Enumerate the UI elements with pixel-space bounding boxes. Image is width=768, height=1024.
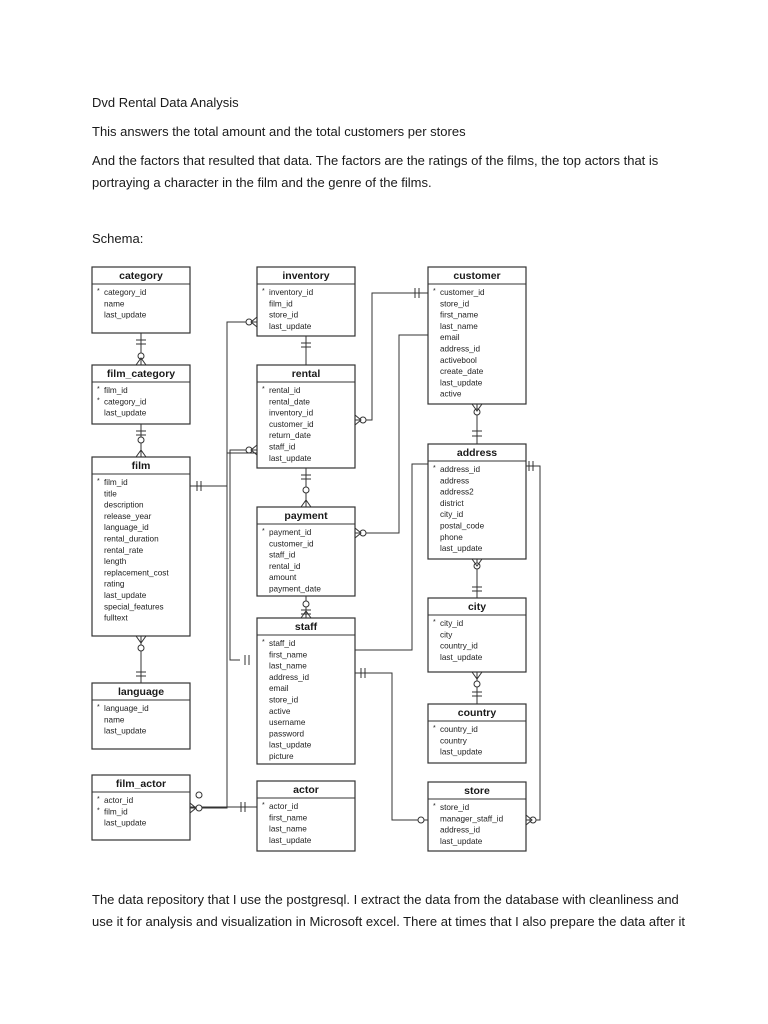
table-field: country [440,736,467,746]
table-actor [257,781,355,851]
table-film-category [92,365,190,424]
table-field: rental_id [269,386,301,395]
table-title: inventory [282,270,330,282]
table-field: city [440,630,453,640]
table-field: film_id [269,299,293,309]
cardinality-circle [530,817,536,823]
table-title: payment [284,510,328,522]
relationship-line [526,466,540,820]
table-field: city_id [440,510,464,520]
intro-paragraph-1: This answers the total amount and the total customers per stores [92,124,466,139]
table-film-actor [92,775,190,840]
cardinality-circle [196,805,202,811]
table-field: address_id [440,465,481,474]
table-address [428,444,526,559]
table-field: email [440,333,460,343]
cardinality-circle [418,817,424,823]
table-field: film_id [104,807,128,817]
table-title: rental [291,368,321,380]
table-field: customer_id [440,288,485,297]
table-field: store_id [440,299,470,309]
table-title: film_actor [115,778,167,790]
intro-paragraph-2: And the factors that resulted that data. The factors are the ratings of the films, the top actors that is portraying a character in the film and the genre of the films. [92,153,659,190]
primary-key-marker: * [97,397,100,405]
table-rental [257,365,355,468]
primary-key-marker: * [262,386,265,393]
cardinality-circle [474,681,480,687]
table-field: title [104,489,117,499]
table-field: last_update [269,835,312,845]
table-field: amount [269,573,297,583]
table-title: country [457,707,497,719]
primary-key-marker: * [433,725,436,732]
cardinality-circle [138,437,144,443]
table-field: actor_id [269,802,299,811]
table-title: film [131,460,151,472]
table-field: store_id [269,695,299,705]
table-field: username [269,718,306,728]
table-field: inventory_id [269,288,314,297]
table-customer [428,267,526,404]
primary-key-marker: * [262,288,265,295]
table-field: city_id [440,619,464,628]
primary-key-marker: * [262,802,265,809]
table-film [92,457,190,636]
table-field: last_update [440,652,483,662]
table-field: rating [104,579,125,589]
table-title: address [456,447,498,459]
table-field: staff_id [269,550,296,560]
table-title: customer [453,270,501,282]
table-inventory [257,267,355,336]
table-field: category_id [104,288,147,297]
table-field: release_year [104,511,152,521]
relationship-line [355,293,428,420]
table-field: last_update [440,836,483,846]
primary-key-marker: * [433,465,436,472]
table-field: last_update [440,378,483,388]
table-field: special_features [104,602,164,612]
table-field: address_id [440,825,481,835]
table-field: inventory_id [269,408,314,418]
table-field: last_name [440,321,478,331]
table-store [428,782,526,851]
table-field: picture [269,752,294,761]
table-field: country_id [440,641,478,651]
table-field: first_name [269,650,308,660]
table-field: district [440,498,464,508]
table-field: last_update [269,453,312,463]
outro-paragraph: The data repository that I use the postgresql. I extract the data from the database with cleanliness and use it for analysis and visualization in Microsoft excel. There at times that I also prepare the data after it [92,892,685,929]
cardinality-circle [303,601,309,607]
table-field: email [269,684,289,694]
table-field: language_id [104,523,149,533]
table-field: film_id [104,478,128,487]
table-field: film_id [104,386,128,395]
table-field: length [104,557,127,567]
table-field: rental_date [269,397,310,407]
table-field: payment_id [269,528,312,537]
document-title: Dvd Rental Data Analysis [92,95,239,110]
primary-key-marker: * [433,619,436,626]
relationship-line [190,453,257,808]
table-field: last_update [104,408,147,418]
table-field: create_date [440,367,484,377]
table-field: last_update [440,747,483,757]
primary-key-marker: * [97,386,100,393]
primary-key-marker: * [262,639,265,646]
primary-key-marker: * [97,288,100,295]
table-field: staff_id [269,442,296,452]
table-field: return_date [269,431,311,441]
primary-key-marker: * [97,478,100,485]
primary-key-marker: * [97,796,100,803]
table-payment [257,507,355,596]
table-field: address_id [269,672,310,682]
primary-key-marker: * [97,704,100,711]
table-field: last_update [104,818,147,828]
entity-tables [92,267,526,851]
table-field: activebool [440,355,477,365]
table-title: language [117,686,165,698]
table-title: city [467,601,487,613]
table-field: language_id [104,704,149,713]
table-field: last_name [269,824,307,834]
table-field: store_id [269,310,299,320]
table-field: rental_rate [104,545,144,555]
table-field: store_id [440,803,470,812]
table-field: name [104,299,125,309]
cardinality-circle [196,792,202,798]
table-field: country_id [440,725,478,734]
table-field: first_name [269,813,308,823]
cardinality-circle [303,487,309,493]
cardinality-circle [138,645,144,651]
table-field: last_update [104,310,147,320]
table-field: active [269,706,291,716]
table-field: last_name [269,661,307,671]
table-field: staff_id [269,639,296,648]
primary-key-marker: * [97,807,100,815]
table-field: active [440,389,462,399]
table-field: last_update [440,544,483,554]
table-field: category_id [104,397,147,407]
table-field: first_name [440,310,479,320]
table-field: customer_id [269,539,314,549]
table-field: last_update [104,726,147,736]
relationship-line [190,322,257,486]
table-field: phone [440,532,463,542]
table-title: actor [293,784,319,796]
table-field: address_id [440,344,481,354]
table-field: actor_id [104,796,134,805]
table-field: customer_id [269,419,314,429]
table-field: address [440,476,470,486]
relationship-line [355,673,428,820]
table-field: last_update [104,591,147,600]
table-title: staff [294,621,318,633]
relationship-line [355,464,428,650]
cardinality-circle [474,409,480,415]
schema-label: Schema: [92,231,144,246]
table-field: payment_date [269,584,321,594]
table-country [428,704,526,763]
table-field: last_update [269,740,312,750]
primary-key-marker: * [433,288,436,295]
table-staff [257,618,355,764]
table-title: category [119,270,163,282]
relationship-line [355,335,428,533]
table-category [92,267,190,333]
table-field: description [104,500,144,510]
relationship-line [230,450,257,660]
table-city [428,598,526,672]
table-title: film_category [106,368,176,380]
primary-key-marker: * [262,528,265,535]
table-language [92,683,190,749]
table-field: manager_staff_id [440,814,504,824]
table-field: password [269,729,305,739]
table-field: rental_duration [104,534,159,544]
table-field: rental_id [269,561,301,571]
table-field: replacement_cost [104,568,169,578]
table-field: postal_code [440,521,485,531]
table-field: address2 [440,487,474,497]
table-field: fulltext [104,613,128,623]
table-field: last_update [269,321,312,331]
primary-key-marker: * [433,803,436,810]
table-title: store [464,785,490,797]
table-field: name [104,715,125,725]
